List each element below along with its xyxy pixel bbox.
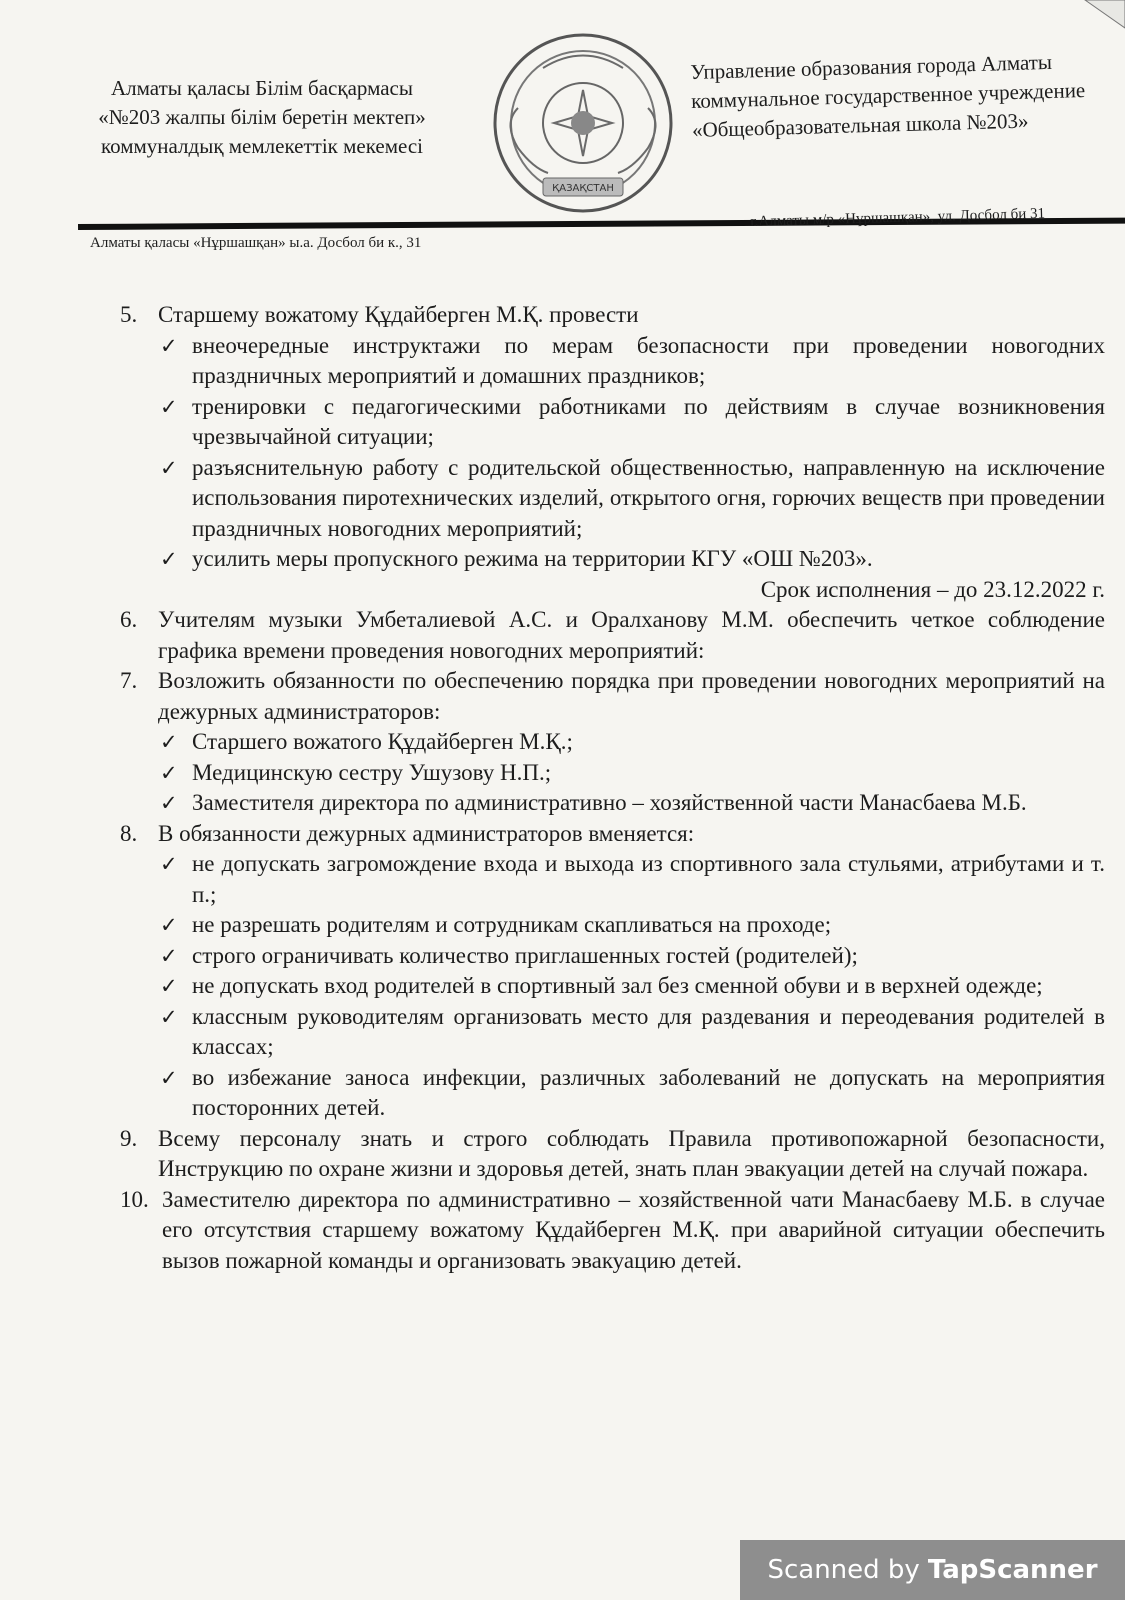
sub-item <box>160 788 1105 819</box>
sub-item-text: разъяснительную работу с родительской общественностью, направленную на исключение использования пиротехнических изделий, открытого огня, горючих веществ при проведении праздничных новогодних мероприятий; <box>192 454 1105 541</box>
sub-item <box>160 453 1105 545</box>
item-number: 9. <box>120 1125 138 1151</box>
sub-item <box>160 941 1105 972</box>
sub-item-text: строго ограничивать количество приглашенных гостей (родителей); <box>192 942 858 968</box>
checkmark-icon: ✓ <box>160 394 178 419</box>
address-russian: г.Алматы м/р «Нұршашқан», ул. Досбол би 31 <box>750 205 1046 230</box>
header-russian-line: коммунальное государственное учреждение <box>690 77 1086 113</box>
item-text: Возложить обязанности по обеспечению порядка при проведении новогодних мероприятий на дежурных администраторов: <box>158 668 1105 724</box>
sub-item <box>160 1063 1105 1124</box>
list-item <box>120 819 1105 850</box>
checkmark-icon: ✓ <box>160 730 178 754</box>
emblem-label: ҚАЗАҚСТАН <box>552 183 614 194</box>
header-kazakh <box>52 74 472 161</box>
sub-item-text: Заместителя директора по административно – хозяйственной части Манасбаева М.Б. <box>192 790 1027 815</box>
header-russian <box>690 46 1125 145</box>
checkmark-icon: ✓ <box>160 913 178 937</box>
sub-item <box>160 971 1105 1002</box>
sub-item-text: усилить меры пропускного режима на территории КГУ «ОШ №203». <box>192 546 873 571</box>
scanner-brand: TapScanner <box>927 1555 1098 1585</box>
checkmark-icon: ✓ <box>160 1004 178 1029</box>
item-text: Старшему вожатому Құдайберген М.Қ. провести <box>158 302 639 327</box>
checkmark-icon: ✓ <box>160 455 178 480</box>
sub-item-text: тренировки с педагогическими работниками по действиям в случае возникновения чрезвычайной ситуации; <box>192 393 1105 449</box>
sub-item-text: классным руководителям организовать место для раздевания и переодевания родителей в классах; <box>192 1003 1105 1059</box>
sub-item-text: во избежание заноса инфекции, различных заболеваний не допускать на мероприятия посторонних детей. <box>192 1064 1105 1120</box>
address-kazakh: Алматы қаласы «Нұршашқан» ы.а. Досбол би к., 31 <box>90 235 422 251</box>
sub-item-text: не разрешать родителям и сотрудникам скапливаться на проходе; <box>192 912 832 937</box>
item-text: В обязанности дежурных администраторов вменяется: <box>158 820 695 846</box>
scanner-prefix: Scanned by <box>767 1555 920 1585</box>
list-item <box>120 605 1105 666</box>
sub-item-text: внеочередные инструктажи по мерам безопасности при проведении новогодних праздничных мероприятий и домашних праздников; <box>192 332 1105 388</box>
sub-item <box>160 392 1105 453</box>
sub-item-text: Медицинскую сестру Ушузову Н.П.; <box>192 759 552 785</box>
header-kazakh-line: Алматы қаласы Білім басқармасы <box>111 76 413 100</box>
document-body <box>120 300 1105 1276</box>
checkmark-icon: ✓ <box>160 974 178 998</box>
sub-item <box>160 758 1105 789</box>
page-corner-fold-icon <box>1075 0 1125 40</box>
sub-item <box>160 910 1105 941</box>
item-text: Всему персоналу знать и строго соблюдать Правила противопожарной безопасности, Инструкцию по охране жизни и здоровья детей, знать план эвакуации детей на случай пожара. <box>158 1125 1105 1181</box>
header-russian-line: «Общеобразовательная школа №203» <box>691 108 1029 142</box>
checkmark-icon: ✓ <box>160 547 178 571</box>
checkmark-icon: ✓ <box>160 852 178 876</box>
sub-item-text: не допускать вход родителей в спортивный зал без сменной обуви и в верхней одежде; <box>192 973 1043 998</box>
sub-item-text: не допускать загромождение входа и выхода из спортивного зала стульями, атрибутами и т. п.; <box>192 851 1105 907</box>
checkmark-icon: ✓ <box>160 1065 178 1090</box>
deadline: Срок исполнения – до 23.12.2022 г. <box>760 576 1105 602</box>
sub-item <box>160 849 1105 910</box>
item-text: Заместителю директора по административно – хозяйственной чати Манасбаеву М.Б. в случае его отсутствия старшему вожатому Құдайберген М.Қ. при аварийной ситуации обеспечить вызов пожарной команды и организовать эвакуацию детей. <box>162 1186 1105 1273</box>
list-item <box>120 1185 1105 1277</box>
header-kazakh-line: коммуналдық мемлекеттік мекемесі <box>100 134 424 158</box>
sub-item-text: Старшего вожатого Құдайберген М.Қ.; <box>192 729 573 754</box>
item-number: 5. <box>120 302 138 327</box>
checkmark-icon: ✓ <box>160 333 178 358</box>
item-text: Учителям музыки Умбеталиевой А.С. и Оралханову М.М. обеспечить четкое соблюдение графика времени проведения новогодних мероприятий: <box>158 607 1105 663</box>
sub-item <box>160 544 1105 575</box>
list-item <box>120 666 1105 727</box>
sub-item <box>160 331 1105 392</box>
sub-item <box>160 1002 1105 1063</box>
checkmark-icon: ✓ <box>160 791 178 815</box>
header-russian-line: Управление образования города Алматы <box>690 49 1053 84</box>
item-number: 7. <box>120 668 138 693</box>
list-item <box>120 1124 1105 1185</box>
header-kazakh-line: «№203 жалпы білім беретін мектеп» <box>98 105 426 129</box>
checkmark-icon: ✓ <box>160 760 178 785</box>
state-emblem-icon <box>488 28 678 218</box>
item-number: 6. <box>120 607 138 632</box>
checkmark-icon: ✓ <box>160 943 178 968</box>
item-number: 8. <box>120 820 138 846</box>
scanner-watermark <box>740 1540 1125 1600</box>
item-number: 10. <box>120 1186 149 1212</box>
list-item <box>120 300 1105 331</box>
sub-item <box>160 727 1105 758</box>
